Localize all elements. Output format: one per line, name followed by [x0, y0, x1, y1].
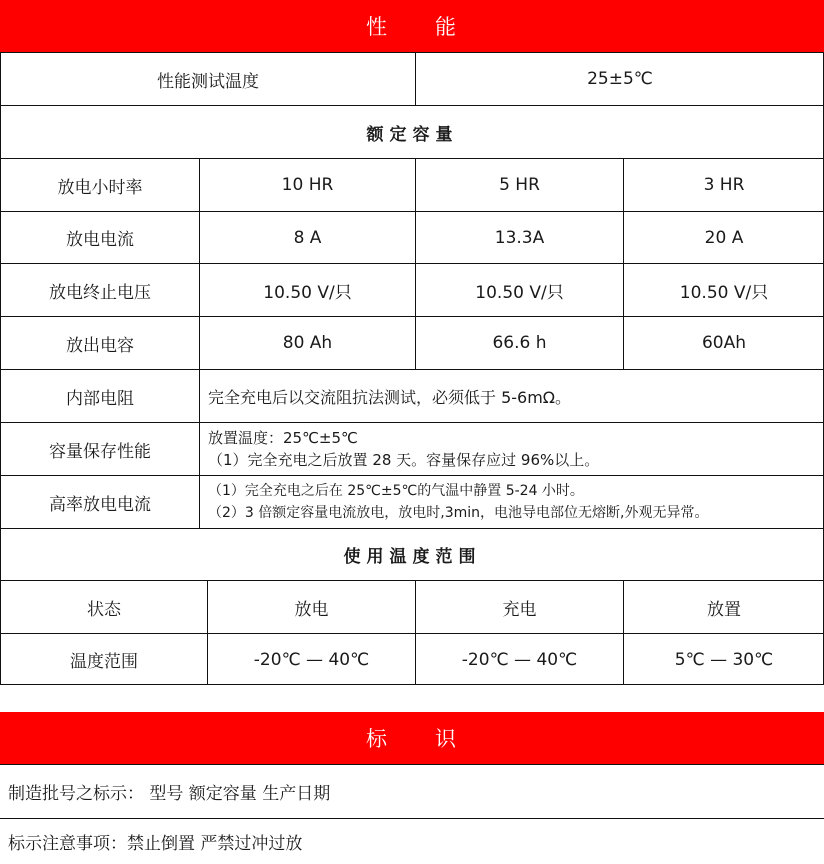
- row-value: 20 A: [623, 211, 824, 263]
- test-temp-label: 性能测试温度: [0, 52, 415, 105]
- row-value: 10 HR: [199, 158, 415, 211]
- row-value: 3 HR: [623, 158, 824, 211]
- row-label: 放电电流: [0, 211, 199, 263]
- row-value: 80 Ah: [199, 316, 415, 369]
- high-rate-label: 高率放电电流: [0, 475, 199, 528]
- row-value: 5 HR: [415, 158, 623, 211]
- row-label: 放出电容: [0, 316, 199, 369]
- internal-resistance-label: 内部电阻: [0, 369, 199, 422]
- test-temp-value: 25±5℃: [415, 52, 824, 105]
- row-label: 放电小时率: [0, 158, 199, 211]
- retention-line: 放置温度：25℃±5℃: [208, 429, 358, 447]
- retention-text: [199, 422, 824, 475]
- internal-resistance-text: 完全充电后以交流阻抗法测试，必须低于 5-6mΩ。: [199, 369, 824, 422]
- usage-header-cell: 状态: [0, 580, 207, 633]
- marking-line: 制造批号之标示： 型号 额定容量 生产日期: [0, 764, 824, 818]
- performance-header: [0, 0, 824, 52]
- row-value: 66.6 h: [415, 316, 623, 369]
- marking-title-a: 标: [366, 727, 389, 751]
- marking-line: 标示注意事项：禁止倒置 严禁过冲过放: [0, 818, 824, 864]
- usage-row-cell: -20℃ — 40℃: [207, 633, 415, 685]
- retention-line: （1）完全充电之后放置 28 天。容量保存应过 96%以上。: [208, 451, 600, 469]
- performance-title-a: 性: [366, 15, 389, 39]
- usage-temp-title: 使用温度范围: [0, 528, 824, 580]
- usage-header-cell: 放置: [623, 580, 824, 633]
- row-value: 8 A: [199, 211, 415, 263]
- row-value: 60Ah: [623, 316, 824, 369]
- high-rate-line: （2）3 倍额定容量电流放电，放电时,3min，电池导电部位无熔断,外观无异常。: [208, 505, 709, 521]
- usage-row-cell: 5℃ — 30℃: [623, 633, 824, 685]
- usage-row-cell: 温度范围: [0, 633, 207, 685]
- marking-title-b: 识: [435, 727, 458, 751]
- usage-header-cell: 充电: [415, 580, 623, 633]
- row-value: 10.50 V/只: [199, 263, 415, 316]
- marking-header: [0, 712, 824, 764]
- row-label: 放电终止电压: [0, 263, 199, 316]
- row-value: 10.50 V/只: [623, 263, 824, 316]
- usage-header-cell: 放电: [207, 580, 415, 633]
- row-value: 13.3A: [415, 211, 623, 263]
- performance-title-b: 能: [435, 15, 458, 39]
- row-value: 10.50 V/只: [415, 263, 623, 316]
- rated-capacity-title: 额定容量: [0, 105, 824, 158]
- retention-label: 容量保存性能: [0, 422, 199, 475]
- high-rate-text: [199, 475, 824, 528]
- table-bottom-border: [0, 684, 824, 685]
- high-rate-line: （1）完全充电之后在 25℃±5℃的气温中静置 5-24 小时。: [208, 483, 584, 499]
- usage-row-cell: -20℃ — 40℃: [415, 633, 623, 685]
